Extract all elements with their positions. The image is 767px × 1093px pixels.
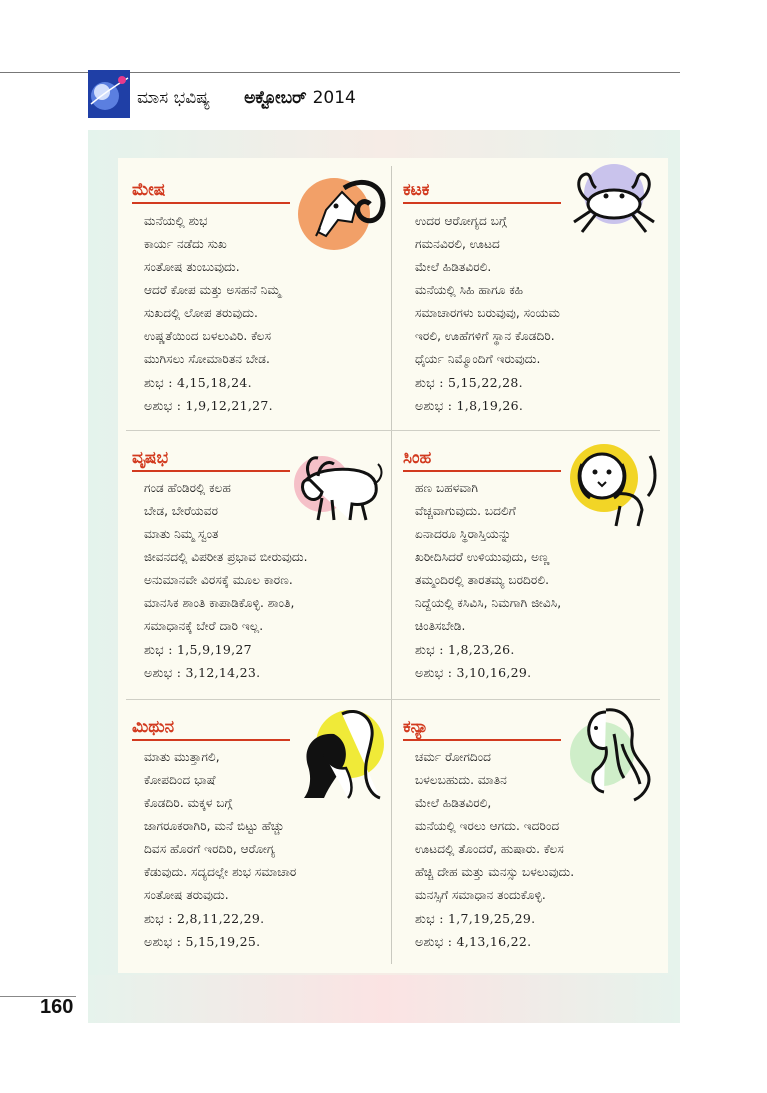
sign-heading: ವೃಷಭ xyxy=(132,448,169,468)
prediction-line: ವೆಚ್ಚವಾಗುವುದು. ಬದಲಿಗೆ xyxy=(415,504,516,518)
heading-underline xyxy=(132,470,290,472)
prediction-line: ಚರ್ಮ ರೋಗದಿಂದ xyxy=(415,750,492,764)
prediction-line: ದಿವಸ ಹೊರಗೆ ಇರದಿರಿ, ಆರೋಗ್ಯ xyxy=(144,842,276,856)
prediction-line: ಹಣ ಬಹಳವಾಗಿ xyxy=(415,481,479,495)
lucky-dates: ಶುಭ : 5,15,22,28. xyxy=(415,375,523,390)
prediction-line: ಬೇಡ, ಬೇರೆಯವರ xyxy=(144,504,219,518)
prediction-line: ಚಿಂತಿಸಬೇಡಿ. xyxy=(415,619,466,633)
page-number: 160 xyxy=(40,996,74,1018)
sign-heading: ಕಟಕ xyxy=(403,180,430,200)
prediction-line: ಉದರ ಆರೋಗ್ಯದ ಬಗ್ಗೆ xyxy=(415,214,507,228)
unlucky-dates: ಅಶುಭ : 1,8,19,26. xyxy=(415,398,524,413)
prediction-line: ಗಂಡ ಹೆಂಡಿರಲ್ಲಿ ಕಲಹ xyxy=(144,481,232,495)
ram-icon xyxy=(296,170,388,256)
sign-heading: ಮಿಥುನ xyxy=(132,717,175,737)
month-label: ಅಕ್ಟೋಬರ್ xyxy=(244,88,307,108)
unlucky-dates: ಅಶುಭ : 3,10,16,29. xyxy=(415,665,532,680)
prediction-line: ಮನೆಯಲ್ಲಿ ಸಿಹಿ ಹಾಗೂ ಕಹಿ xyxy=(415,283,524,297)
lucky-dates: ಶುಭ : 1,5,9,19,27 xyxy=(144,642,252,657)
unlucky-dates: ಅಶುಭ : 5,15,19,25. xyxy=(144,934,261,949)
heading-underline xyxy=(403,470,561,472)
sign-heading: ಕನ್ಯಾ xyxy=(403,717,429,737)
heading-underline xyxy=(132,202,290,204)
lucky-dates: ಶುಭ : 4,15,18,24. xyxy=(144,375,252,390)
sign-heading: ಸಿಂಹ xyxy=(403,448,432,468)
bull-icon xyxy=(292,440,388,526)
sign-heading: ಮೇಷ xyxy=(132,180,166,200)
heading-underline xyxy=(132,739,290,741)
page-background-footer xyxy=(88,975,680,1023)
lucky-dates: ಶುಭ : 1,7,19,25,29. xyxy=(415,911,536,926)
year-label: 2014 xyxy=(312,88,356,108)
column-divider xyxy=(391,166,392,964)
prediction-line: ಕೊಡದಿರಿ. ಮಕ್ಕಳ ಬಗ್ಗೆ xyxy=(144,796,233,810)
prediction-line: ಏನಾದರೂ ಸ್ಥಿರಾಸ್ತಿಯನ್ನು xyxy=(415,527,512,541)
heading-underline xyxy=(403,739,561,741)
prediction-line: ಮುಗಿಸಲು ಸೋಮಾರಿತನ ಬೇಡ. xyxy=(144,352,270,366)
prediction-line: ಮೇಲೆ ಹಿಡಿತವಿರಲಿ, xyxy=(415,796,492,810)
prediction-line: ಧೈರ್ಯ ನಿಮ್ಮೊಂದಿಗೆ ಇರುವುದು. xyxy=(415,352,541,366)
unlucky-dates: ಅಶುಭ : 3,12,14,23. xyxy=(144,665,261,680)
prediction-line: ಜಾಗರೂಕರಾಗಿರಿ, ಮನೆ ಬಿಟ್ಟು ಹೆಚ್ಚು xyxy=(144,819,285,833)
prediction-line: ಕೋಪದಿಂದ ಭಾಷೆ xyxy=(144,773,216,787)
prediction-line: ಗಮನವಿರಲಿ, ಊಟದ xyxy=(415,237,500,251)
lucky-dates: ಶುಭ : 1,8,23,26. xyxy=(415,642,515,657)
prediction-line: ಊಟದಲ್ಲಿ ತೊಂದರೆ, ಹುಷಾರು. ಕೆಲಸ xyxy=(415,842,564,856)
prediction-line: ಮೇಲೆ ಹಿಡಿತವಿರಲಿ. xyxy=(415,260,492,274)
prediction-line: ನಿದ್ದೆಯಲ್ಲಿ ಕಸಿವಿಸಿ, ನಿಮಗಾಗಿ ಜೀವಿಸಿ, xyxy=(415,596,562,610)
prediction-line: ಸಂತೋಷ ತುಂಬುವುದು. xyxy=(144,260,240,274)
heading-underline xyxy=(403,202,561,204)
row-divider xyxy=(126,699,660,700)
section-title: ಮಾಸ ಭವಿಷ್ಯ xyxy=(137,88,211,108)
prediction-line: ಮಾನಸಿಕ ಶಾಂತಿ ಕಾಪಾಡಿಕೊಳ್ಳಿ. ಶಾಂತಿ, xyxy=(144,596,295,610)
prediction-line: ಬಳಲಬಹುದು. ಮಾತಿನ xyxy=(415,773,507,787)
prediction-line: ಆದರೆ ಕೋಪ ಮತ್ತು ಅಸಹನೆ ನಿಮ್ಮ xyxy=(144,283,281,297)
unlucky-dates: ಅಶುಭ : 4,13,16,22. xyxy=(415,934,532,949)
row-divider xyxy=(126,430,660,431)
lucky-dates: ಶುಭ : 2,8,11,22,29. xyxy=(144,911,265,926)
prediction-line: ಜೀವನದಲ್ಲಿ ವಿಪರೀತ ಪ್ರಭಾವ ಬೀರುವುದು. xyxy=(144,550,308,564)
page-title xyxy=(137,88,356,108)
virgo-icon xyxy=(562,704,660,808)
prediction-line: ಮಾತು ನಿಮ್ಮ ಸ್ವಂತ xyxy=(144,527,219,541)
prediction-line: ಸುಖದಲ್ಲಿ ಲೋಪ ತರುವುದು. xyxy=(144,306,258,320)
prediction-line: ಮಾತು ಮುತ್ತಾಗಲಿ, xyxy=(144,750,220,764)
prediction-line: ತಮ್ಮಂದಿರಲ್ಲಿ ತಾರತಮ್ಯ ಬರದಿರಲಿ. xyxy=(415,573,549,587)
prediction-line: ಸಮಾಧಾನಕ್ಕೆ ಬೇರೆ ದಾರಿ ಇಲ್ಲ. xyxy=(144,619,264,633)
lion-icon xyxy=(566,436,664,532)
prediction-line: ಕಾರ್ಯ ನಡೆದು ಸುಖ xyxy=(144,237,227,251)
prediction-line: ಅನುಮಾನವೇ ವಿರಸಕ್ಕೆ ಮೂಲ ಕಾರಣ. xyxy=(144,573,293,587)
prediction-line: ಸಂತೋಷ ತರುವುದು. xyxy=(144,888,229,902)
unlucky-dates: ಅಶುಭ : 1,9,12,21,27. xyxy=(144,398,273,413)
prediction-line: ಇರಲಿ, ಊಹೆಗಳಿಗೆ ಸ್ಥಾನ ಕೊಡದಿರಿ. xyxy=(415,329,555,343)
prediction-line: ಉಷ್ಣತೆಯಿಂದ ಬಳಲುವಿರಿ. ಕೆಲಸ xyxy=(144,329,272,343)
prediction-line: ಖರೀದಿಸಿದರೆ ಉಳಿಯುವುದು, ಅಣ್ಣ xyxy=(415,550,550,564)
crab-icon xyxy=(566,162,662,246)
prediction-line: ಮನಸ್ಸಿಗೆ ಸಮಾಧಾನ ತಂದುಕೊಳ್ಳಿ. xyxy=(415,888,546,902)
prediction-line: ಮನೆಯಲ್ಲಿ ಶುಭ xyxy=(144,214,208,228)
globe-logo-icon xyxy=(88,70,130,118)
prediction-line: ಹೆಚ್ಚಿ ದೇಹ ಮತ್ತು ಮನಸ್ಸು ಬಳಲುವುದು. xyxy=(415,865,575,879)
prediction-line: ಮನೆಯಲ್ಲಿ ಇರಲು ಆಗದು. ಇದರಿಂದ xyxy=(415,819,560,833)
twins-icon xyxy=(294,704,386,804)
prediction-line: ಸಮಾಚಾರಗಳು ಬರುವುವು, ಸಂಯಮ xyxy=(415,306,561,320)
prediction-line: ಕೆಡುವುದು. ಸದ್ಯದಲ್ಲೇ ಶುಭ ಸಮಾಚಾರ xyxy=(144,865,297,879)
